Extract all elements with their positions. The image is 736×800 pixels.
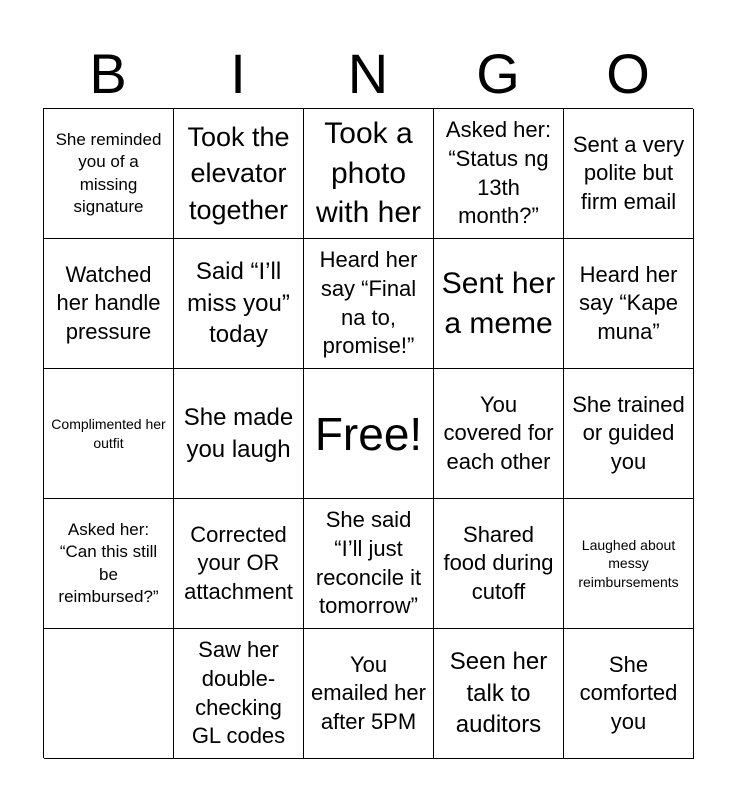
header-letter-n: N (347, 42, 389, 105)
bingo-board (43, 108, 693, 758)
header-letter-g: G (476, 42, 520, 105)
bingo-cell-r3c5[interactable]: She trained or guided you (564, 369, 694, 499)
header-letter-b: B (89, 42, 127, 105)
bingo-cell-r4c3[interactable]: She said “I’ll just reconcile it tomorrow” (304, 499, 434, 629)
bingo-cell-r1c2[interactable]: Took the elevator together (174, 109, 304, 239)
bingo-cell-r4c1[interactable]: Asked her: “Can this still be reimbursed?” (44, 499, 174, 629)
bingo-cell-r2c5[interactable]: Heard her say “Kape muna” (564, 239, 694, 369)
bingo-cell-r3c2[interactable]: She made you laugh (174, 369, 304, 499)
bingo-cell-r5c3[interactable]: You emailed her after 5PM (304, 629, 434, 759)
header-letter-o: O (606, 42, 650, 105)
bingo-cell-r4c2[interactable]: Corrected your OR attachment (174, 499, 304, 629)
bingo-cell-r2c1[interactable]: Watched her handle pressure (44, 239, 174, 369)
bingo-header (43, 40, 693, 108)
bingo-cell-r5c4[interactable]: Seen her talk to auditors (434, 629, 564, 759)
bingo-cell-r4c4[interactable]: Shared food during cutoff (434, 499, 564, 629)
bingo-cell-r5c2[interactable]: Saw her double-checking GL codes (174, 629, 304, 759)
header-letter-i: I (230, 42, 246, 105)
bingo-cell-r1c3[interactable]: Took a photo with her (304, 109, 434, 239)
bingo-cell-r2c2[interactable]: Said “I’ll miss you” today (174, 239, 304, 369)
bingo-cell-r2c4[interactable]: Sent her a meme (434, 239, 564, 369)
bingo-cell-r1c4[interactable]: Asked her: “Status ng 13th month?” (434, 109, 564, 239)
bingo-cell-r2c3[interactable]: Heard her say “Final na to, promise!” (304, 239, 434, 369)
bingo-cell-r1c5[interactable]: Sent a very polite but firm email (564, 109, 694, 239)
bingo-cell-r3c4[interactable]: You covered for each other (434, 369, 564, 499)
bingo-cell-r5c1[interactable] (44, 629, 174, 759)
bingo-cell-r3c1[interactable]: Complimented her outfit (44, 369, 174, 499)
bingo-cell-r5c5[interactable]: She comforted you (564, 629, 694, 759)
bingo-cell-r4c5[interactable]: Laughed about messy reimbursements (564, 499, 694, 629)
free-space[interactable]: Free! (304, 369, 434, 499)
bingo-cell-r1c1[interactable]: She reminded you of a missing signature (44, 109, 174, 239)
